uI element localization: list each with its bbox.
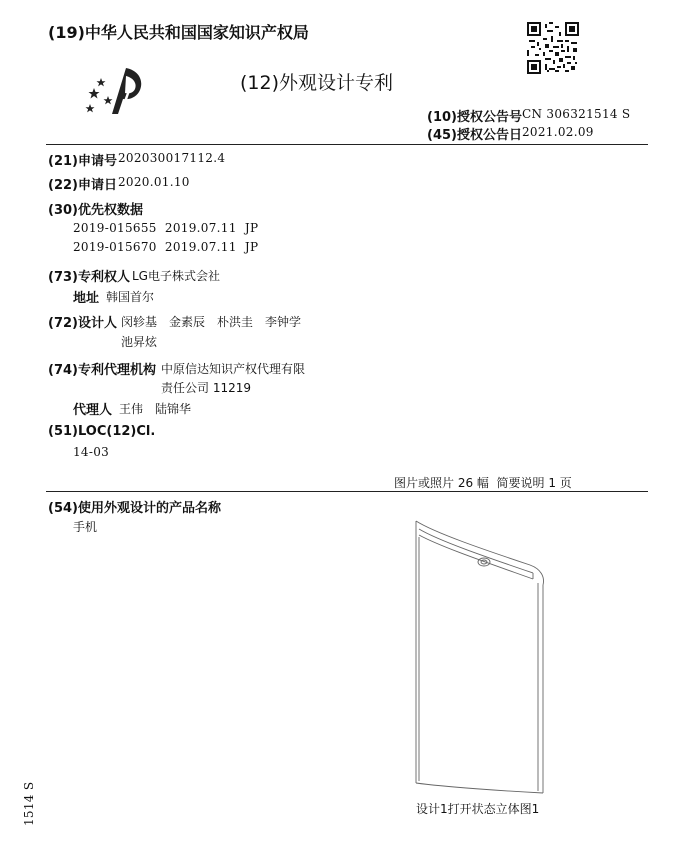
pub-date-value: 2021.02.09	[522, 125, 594, 139]
office-name: (19)中华人民共和国国家知识产权局	[48, 23, 309, 42]
cnipa-logo	[82, 62, 148, 118]
cnipa-emblem-icon	[82, 62, 148, 118]
priority-item-2: 2019-015670 2019.07.11 JP	[73, 240, 259, 254]
loc-value: 14-03	[73, 445, 110, 459]
owner-label: (73)专利权人	[48, 270, 130, 285]
qr-code-icon	[527, 22, 579, 74]
phone-perspective-drawing	[405, 515, 555, 795]
agent-value: 王伟 陆锦华	[119, 402, 192, 416]
app-no-label: (21)申请号	[48, 154, 117, 169]
phone-drawing-svg	[405, 515, 555, 795]
agent-label: 代理人	[73, 403, 113, 418]
document-type: (12)外观设计专利	[240, 72, 394, 94]
priority-label: (30)优先权数据	[48, 203, 143, 218]
app-no-value: 202030017112.4	[118, 151, 226, 165]
pub-number-label: (10)授权公告号	[427, 110, 522, 125]
address-label: 地址	[73, 291, 100, 306]
pub-date-label: (45)授权公告日	[427, 128, 522, 143]
designer-label: (72)设计人	[48, 316, 117, 331]
owner-value: LG电子株式会社	[132, 269, 220, 283]
header-rule	[46, 144, 648, 145]
app-date-label: (22)申请日	[48, 178, 117, 193]
figure-caption: 设计1打开状态立体图1	[416, 802, 540, 816]
designer-line-2: 池昇炫	[121, 335, 158, 349]
product-name-value: 手机	[73, 520, 98, 534]
camera-lens-icon	[478, 558, 490, 566]
pub-number-value: CN 306321514 S	[522, 107, 631, 121]
app-date-value: 2020.01.10	[118, 175, 190, 189]
phone-top-edge	[416, 521, 543, 585]
agency-line-1: 中原信达知识产权代理有限	[161, 362, 306, 376]
agency-line-2: 责任公司 11219	[161, 381, 251, 395]
agency-label: (74)专利代理机构	[48, 363, 156, 378]
image-count-summary: 图片或照片 26 幅 简要说明 1 页	[394, 476, 572, 490]
section-rule	[46, 491, 648, 492]
phone-bottom-edge	[416, 783, 543, 793]
product-name-label: (54)使用外观设计的产品名称	[48, 501, 221, 516]
side-doc-number: 1514 S	[22, 781, 36, 826]
phone-screen-top-edge	[419, 535, 533, 579]
address-value: 韩国首尔	[106, 290, 155, 304]
loc-label: (51)LOC(12)Cl.	[48, 424, 156, 439]
priority-item-1: 2019-015655 2019.07.11 JP	[73, 221, 259, 235]
phone-inner-top-edge	[419, 529, 533, 573]
designer-line-1: 闵轸基 金素辰 朴洪圭 李钟学	[121, 315, 302, 329]
qr-code	[527, 22, 579, 74]
